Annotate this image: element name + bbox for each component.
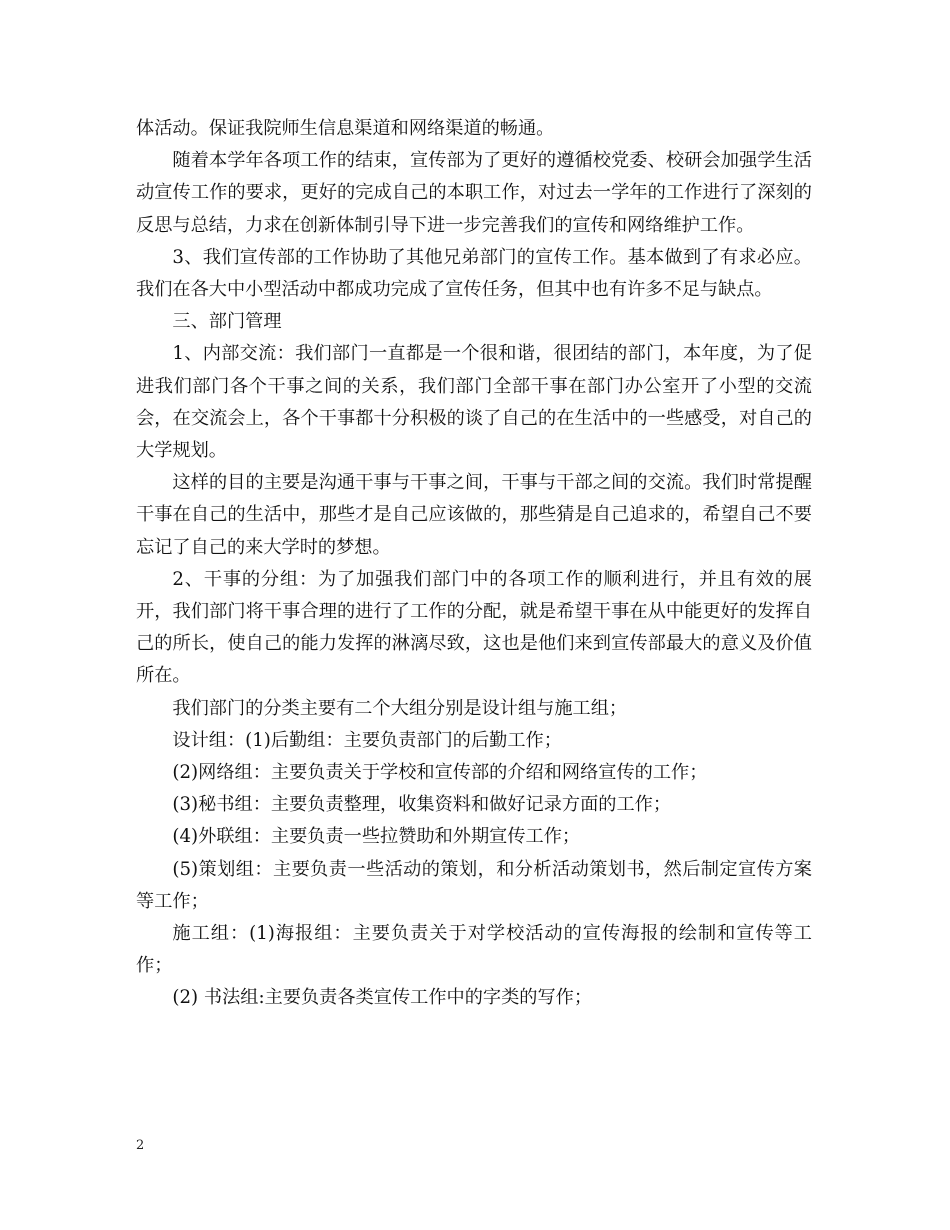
document-body [136,113,812,1015]
paragraph-7: 2、干事的分组：为了加强我们部门中的各项工作的顺利进行，并且有效的展开，我们部门将干事合理的进行了工作的分配，就是希望干事在从中能更好的发挥自己的所长，使自己的能力发挥的淋漓尽致，这也是他们来到宣传部最大的意义及价值所在。 [136,568,812,687]
section-heading: 三、部门管理 [172,311,282,333]
list-item-external: (4)外联组：主要负责一些拉赞助和外期宣传工作； [172,826,581,848]
paragraph-1: 体活动。保证我院师生信息渠道和网络渠道的畅通。 [136,118,555,139]
page-number: 2 [136,1138,145,1153]
paragraph-6: 这样的目的主要是沟通干事与干事之间，干事与干部之间的交流。我们时常提醒干事在自己的生活中，那些才是自己应该做的，那些猜是自己追求的，希望自己不要忘记了自己的来大学时的梦想。 [136,472,812,558]
list-item-planning: (5)策划组：主要负责一些活动的策划，和分析活动策划书，然后制定宣传方案等工作； [136,858,812,912]
paragraph-3: 3、我们宣传部的工作协助了其他兄弟部门的宣传工作。基本做到了有求必应。我们在各大中小型活动中都成功完成了宣传任务，但其中也有许多不足与缺点。 [136,246,812,301]
list-item-construction-poster: 施工组：(1)海报组：主要负责关于对学校活动的宣传海报的绘制和宣传等工作； [136,923,812,977]
paragraph-5: 1、内部交流：我们部门一直都是一个很和谐，很团结的部门，本年度，为了促进我们部门各个干事之间的关系，我们部门全部干事在部门办公室开了小型的交流会，在交流会上，各个干事都十分积极的谈了自己的在生活中的一些感受，对自己的大学规划。 [136,343,812,462]
list-item-network: (2)网络组：主要负责关于学校和宣传部的介绍和网络宣传的工作； [172,762,708,784]
list-item-secretary: (3)秘书组：主要负责整理，收集资料和做好记录方面的工作； [172,794,672,816]
list-item-calligraphy: (2) 书法组:主要负责各类宣传工作中的字类的写作； [172,987,593,1009]
list-item-design-logistics: 设计组：(1)后勤组：主要负责部门的后勤工作； [172,729,562,751]
paragraph-8: 我们部门的分类主要有二个大组分别是设计组与施工组； [172,697,628,719]
paragraph-2: 随着本学年各项工作的结束，宣传部为了更好的遵循校党委、校研会加强学生活动宣传工作的要求，更好的完成自己的本职工作，对过去一学年的工作进行了深刻的反思与总结，力求在创新体制引导下进一步完善我们的宣传和网络维护工作。 [136,150,812,236]
